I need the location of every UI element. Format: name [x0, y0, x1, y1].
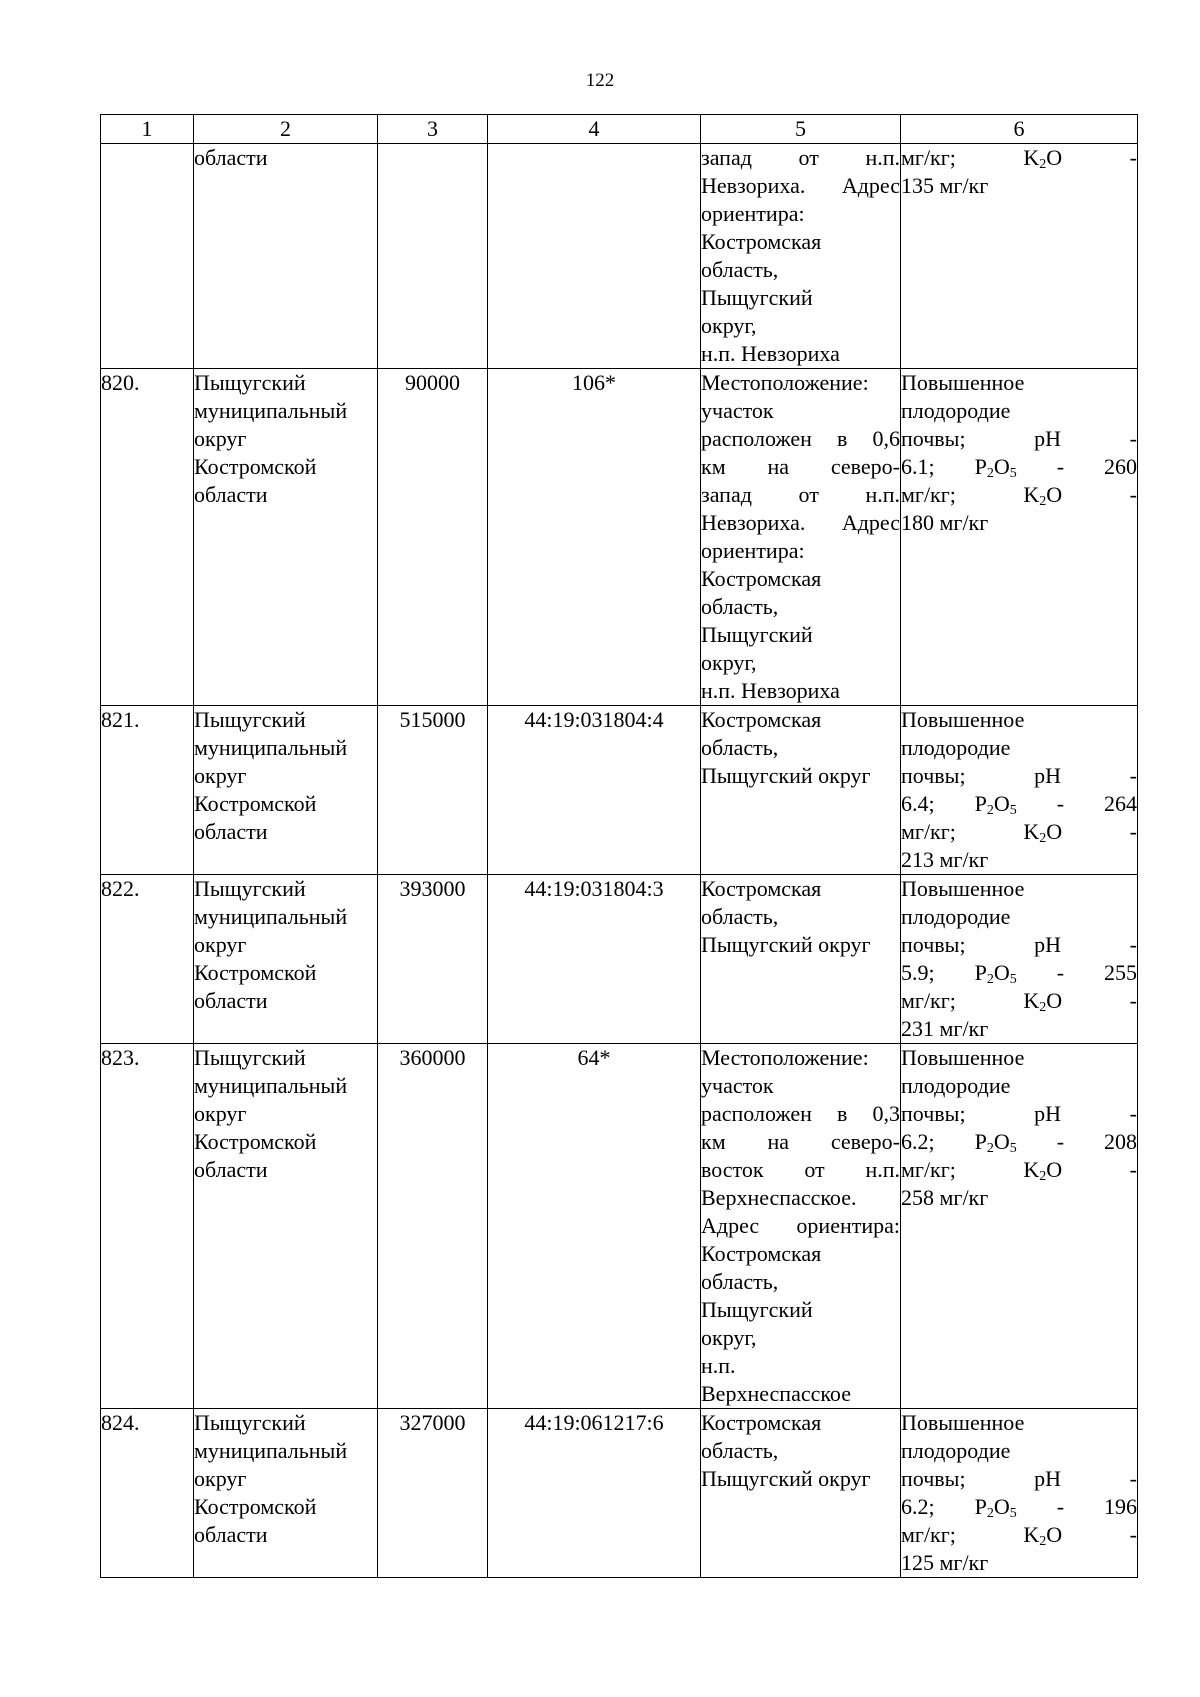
cell-line: Пыщугский [194, 876, 306, 901]
cell-line: км на северо- [701, 1129, 900, 1154]
location-cell [701, 369, 901, 706]
cell-line: участок [701, 398, 774, 423]
cell-line: Повышенное [901, 1045, 1025, 1070]
cell-line: 180 мг/кг [901, 510, 989, 535]
cell-line: Костромской [194, 960, 317, 985]
cell-line: мг/кг; $K_2O$ - [901, 988, 1137, 1015]
cell-line: область, [701, 735, 779, 760]
cell-line: Пыщугский [701, 1297, 813, 1322]
soil-text: мг/кг; K [901, 145, 1040, 170]
cell-line: Верхнеспасское [701, 1381, 851, 1406]
soil-fertility-cell [901, 875, 1138, 1044]
table-row [101, 1044, 1138, 1409]
area-cell: 327000 [378, 1409, 488, 1578]
cell-line: муниципальный [194, 398, 348, 423]
subscript: 5 [1009, 1506, 1017, 1521]
p2o5-value: 260 [1104, 454, 1137, 479]
cell-line: восток от н.п. [701, 1157, 900, 1182]
cell-line: н.п. Невзориха [701, 341, 840, 366]
cell-line: области [194, 145, 268, 170]
area-cell: 90000 [378, 369, 488, 706]
cell-line: плодородие [901, 1438, 1011, 1463]
cell-line: Пыщугский [701, 622, 813, 647]
cell-line: область, [701, 257, 779, 282]
cell-line: запад от н.п. [701, 145, 900, 170]
cell-line: Пыщугский [701, 285, 813, 310]
cell-line: муниципальный [194, 1073, 348, 1098]
table-row [101, 875, 1138, 1044]
cell-line: Костромской [194, 454, 317, 479]
p2o5-value: 208 [1104, 1129, 1137, 1154]
cadastral-number-cell: 64* [488, 1044, 701, 1409]
cell-line: Пыщугский [194, 1045, 306, 1070]
cell-line: плодородие [901, 1073, 1011, 1098]
cell-line: Пыщугский [194, 707, 306, 732]
cadastral-number-cell: 44:19:061217:6 [488, 1409, 701, 1578]
cell-line: области [194, 482, 268, 507]
cell-line: область, [701, 1438, 779, 1463]
cell-line: запад от н.п. [701, 482, 900, 507]
subscript: 5 [1009, 972, 1017, 987]
table-body [101, 144, 1138, 1578]
cell-line: 125 мг/кг [901, 1550, 989, 1575]
cell-line: Местоположение: [701, 370, 869, 395]
cell-line: области [194, 1522, 268, 1547]
area-cell: 360000 [378, 1044, 488, 1409]
row-number-cell: 824. [101, 1409, 194, 1578]
land-plots-table [100, 114, 1138, 1578]
column-header: 3 [378, 115, 488, 144]
ph-value: 6.2 [901, 1494, 929, 1519]
cell-line: округ [194, 763, 247, 788]
table-header-row [101, 115, 1138, 144]
cell-line: округ, [701, 650, 757, 675]
cell-line: область, [701, 904, 779, 929]
cell-line: 6.2; $P_2O_5 - 196$ [901, 1494, 1137, 1521]
cell-line: округ [194, 1466, 247, 1491]
subscript: 2 [1039, 1169, 1047, 1184]
cadastral-number-cell: 44:19:031804:4 [488, 706, 701, 875]
cell-line: 6.4; $P_2O_5 - 264$ [901, 791, 1137, 818]
cell-line: Пыщугский округ [701, 1466, 871, 1491]
p2o5-value: 255 [1104, 960, 1137, 985]
cell-line: плодородие [901, 398, 1011, 423]
cell-line: Верхнеспасское. [701, 1185, 857, 1210]
cell-line: Пыщугский округ [701, 763, 871, 788]
cadastral-number-cell: 44:19:031804:3 [488, 875, 701, 1044]
table-row [101, 706, 1138, 875]
cell-line: расположен в 0,3 [701, 1101, 900, 1126]
cell-line: Повышенное [901, 876, 1025, 901]
cell-line: Костромской [194, 791, 317, 816]
cell-line: Пыщугский [194, 1410, 306, 1435]
cell-line: ориентира: [701, 538, 805, 563]
cell-line: почвы; pH - [901, 1101, 1137, 1126]
area-cell [378, 144, 488, 369]
cell-line: н.п. [701, 1353, 736, 1378]
cell-line: почвы; pH - [901, 763, 1137, 788]
cell-line: 6.2; $P_2O_5 - 208$ [901, 1129, 1137, 1156]
subscript: 2 [986, 1506, 994, 1521]
subscript: 2 [986, 972, 994, 987]
subscript: 2 [986, 1141, 994, 1156]
cell-line: Костромская [701, 707, 822, 732]
cell-line: муниципальный [194, 904, 348, 929]
cadastral-number-cell: 106* [488, 369, 701, 706]
soil-fertility-cell [901, 144, 1138, 369]
soil-fertility-cell [901, 1409, 1138, 1578]
cell-line: почвы; pH - [901, 932, 1137, 957]
region-cell [194, 369, 378, 706]
cell-line: области [194, 988, 268, 1013]
subscript: 2 [1039, 157, 1047, 172]
cell-line: Пыщугский округ [701, 932, 871, 957]
column-header: 2 [194, 115, 378, 144]
cell-line: 213 мг/кг [901, 847, 989, 872]
location-cell [701, 1044, 901, 1409]
region-cell [194, 706, 378, 875]
subscript: 5 [1009, 803, 1017, 818]
cell-line: Адрес ориентира: [701, 1213, 900, 1238]
cell-line: муниципальный [194, 735, 348, 760]
row-number-cell: 822. [101, 875, 194, 1044]
region-cell [194, 1044, 378, 1409]
cell-line: плодородие [901, 735, 1011, 760]
soil-fertility-cell [901, 706, 1138, 875]
cell-line: Костромской [194, 1129, 317, 1154]
cell-line: км на северо- [701, 454, 900, 479]
cell-line: ориентира: [701, 201, 805, 226]
cell-line: 5.9; $P_2O_5 - 255$ [901, 960, 1137, 987]
subscript: 5 [1009, 1141, 1017, 1156]
cell-line: 231 мг/кг [901, 1016, 989, 1041]
cell-line: мг/кг; $K_2O$ - [901, 1522, 1137, 1549]
cell-line: мг/кг; $K_2O$ - [901, 819, 1137, 846]
region-cell [194, 875, 378, 1044]
ph-value: 5.9 [901, 960, 929, 985]
cell-line: Пыщугский [194, 370, 306, 395]
cell-line: мг/кг; $K_2O$ - [901, 145, 1137, 172]
cell-line: Костромская [701, 229, 822, 254]
cell-line: участок [701, 1073, 774, 1098]
column-header: 5 [701, 115, 901, 144]
cell-line: округ [194, 932, 247, 957]
subscript: 2 [986, 803, 994, 818]
cell-line: Повышенное [901, 370, 1025, 395]
column-header: 4 [488, 115, 701, 144]
cell-line: 6.1; $P_2O_5 - 260$ [901, 454, 1137, 481]
row-number-cell: 821. [101, 706, 194, 875]
cell-line: округ, [701, 1325, 757, 1350]
cell-line: Повышенное [901, 1410, 1025, 1435]
column-header: 1 [101, 115, 194, 144]
soil-fertility-cell [901, 1044, 1138, 1409]
cell-line: Костромская [701, 1241, 822, 1266]
cell-line: плодородие [901, 904, 1011, 929]
cell-line: Невзориха. Адрес [701, 510, 900, 535]
table-row [101, 144, 1138, 369]
cell-line: область, [701, 594, 779, 619]
location-cell [701, 706, 901, 875]
cell-line: Невзориха. Адрес [701, 173, 900, 198]
column-header: 6 [901, 115, 1138, 144]
cell-line: Костромская [701, 876, 822, 901]
cell-line: мг/кг; $K_2O$ - [901, 1157, 1137, 1184]
ph-value: 6.2 [901, 1129, 929, 1154]
cell-line: муниципальный [194, 1438, 348, 1463]
cell-line: Повышенное [901, 707, 1025, 732]
soil-fertility-cell [901, 369, 1138, 706]
cell-line: Местоположение: [701, 1045, 869, 1070]
cell-line: 135 мг/кг [901, 173, 989, 198]
cell-line: Костромская [701, 566, 822, 591]
cell-line: почвы; pH - [901, 1466, 1137, 1491]
location-cell [701, 1409, 901, 1578]
region-cell [194, 144, 378, 369]
row-number-cell: 823. [101, 1044, 194, 1409]
cell-line: 258 мг/кг [901, 1185, 989, 1210]
location-cell [701, 144, 901, 369]
row-number-cell: 820. [101, 369, 194, 706]
cell-line: почвы; pH - [901, 426, 1137, 451]
subscript: 2 [986, 466, 994, 481]
region-cell [194, 1409, 378, 1578]
row-number-cell [101, 144, 194, 369]
subscript: 2 [1039, 831, 1047, 846]
cell-line: области [194, 1157, 268, 1182]
cell-line: н.п. Невзориха [701, 678, 840, 703]
location-cell [701, 875, 901, 1044]
cell-line: Костромской [194, 1494, 317, 1519]
cell-line: мг/кг; $K_2O$ - [901, 482, 1137, 509]
subscript: 2 [1039, 494, 1047, 509]
cell-line: округ, [701, 313, 757, 338]
subscript: 5 [1009, 466, 1017, 481]
ph-value: 6.4 [901, 791, 929, 816]
cell-line: область, [701, 1269, 779, 1294]
p2o5-value: 196 [1104, 1494, 1137, 1519]
p2o5-value: 264 [1104, 791, 1137, 816]
page-number: 122 [585, 70, 615, 91]
table-row [101, 369, 1138, 706]
table-row [101, 1409, 1138, 1578]
cell-line: области [194, 819, 268, 844]
area-cell: 393000 [378, 875, 488, 1044]
ph-value: 6.1 [901, 454, 929, 479]
subscript: 2 [1039, 1534, 1047, 1549]
cell-line: Костромская [701, 1410, 822, 1435]
subscript: 2 [1039, 1000, 1047, 1015]
cell-line: округ [194, 426, 247, 451]
area-cell: 515000 [378, 706, 488, 875]
cell-line: округ [194, 1101, 247, 1126]
cell-line: расположен в 0,6 [701, 426, 900, 451]
cadastral-number-cell [488, 144, 701, 369]
